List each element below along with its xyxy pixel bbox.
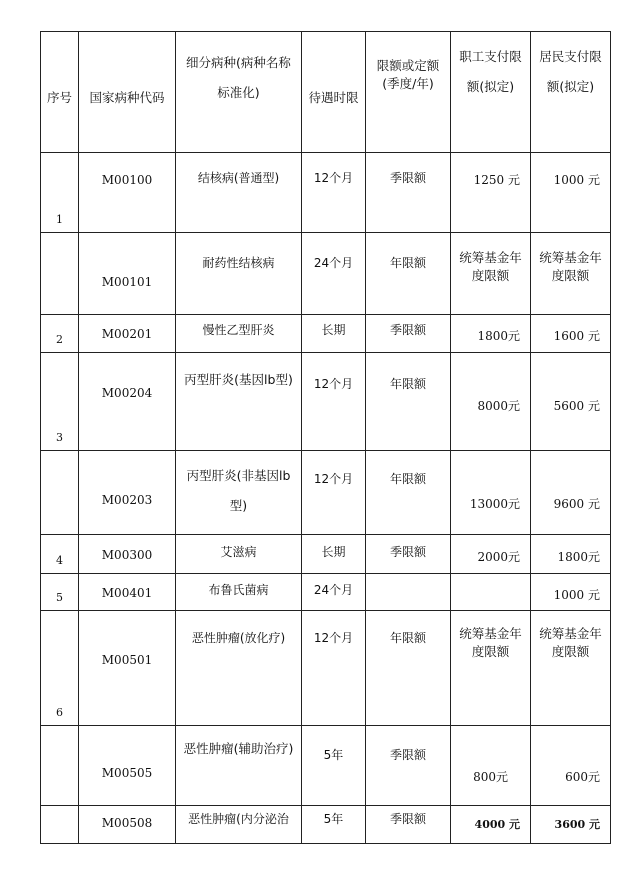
header-code bbox=[79, 32, 176, 153]
disease-value: 艾滋病 bbox=[220, 545, 257, 559]
header-worker bbox=[451, 32, 531, 153]
period-value: 24个月 bbox=[313, 256, 354, 270]
code-value: M00203 bbox=[101, 493, 153, 507]
code-cell bbox=[79, 574, 176, 611]
disease-value: 布鲁氏菌病 bbox=[208, 583, 269, 597]
code-value: M00300 bbox=[101, 548, 153, 562]
period-cell bbox=[302, 153, 366, 233]
disease-cell bbox=[176, 806, 302, 844]
disease-cell bbox=[176, 315, 302, 353]
worker-value: 统筹基金年度限额 bbox=[459, 250, 522, 283]
code-cell bbox=[79, 611, 176, 726]
resident-value: 1600 元 bbox=[553, 329, 600, 343]
resident-value: 统筹基金年度限额 bbox=[539, 250, 602, 283]
code-cell bbox=[79, 535, 176, 574]
limit-type-cell bbox=[366, 315, 451, 353]
period-cell bbox=[302, 535, 366, 574]
seq-value: 4 bbox=[56, 554, 63, 567]
code-value: M00501 bbox=[101, 653, 153, 667]
disease-cell bbox=[176, 153, 302, 233]
disease-value: 耐药性结核病 bbox=[202, 256, 275, 270]
code-value: M00101 bbox=[101, 275, 153, 289]
table-row bbox=[41, 611, 611, 726]
worker-cell bbox=[451, 353, 531, 451]
worker-cell bbox=[451, 315, 531, 353]
code-cell bbox=[79, 806, 176, 844]
worker-cell bbox=[451, 535, 531, 574]
table-row bbox=[41, 153, 611, 233]
code-value: M00201 bbox=[101, 327, 153, 341]
period-value: 长期 bbox=[321, 545, 346, 559]
limit-type-value: 年限额 bbox=[389, 377, 426, 391]
seq-cell bbox=[41, 611, 79, 726]
resident-cell bbox=[531, 315, 611, 353]
resident-cell bbox=[531, 451, 611, 535]
period-value: 12个月 bbox=[313, 171, 354, 185]
worker-value: 13000元 bbox=[469, 497, 520, 511]
header-seq bbox=[41, 32, 79, 153]
code-value: M00508 bbox=[101, 816, 153, 830]
worker-cell bbox=[451, 451, 531, 535]
resident-value: 1800元 bbox=[557, 550, 600, 564]
period-cell bbox=[302, 315, 366, 353]
limit-type-value: 年限额 bbox=[389, 631, 426, 645]
table-row bbox=[41, 535, 611, 574]
seq-cell bbox=[41, 233, 79, 315]
limit-type-value: 季限额 bbox=[389, 545, 426, 559]
seq-value: 1 bbox=[56, 213, 63, 226]
table-row bbox=[41, 315, 611, 353]
resident-value: 5600 元 bbox=[553, 399, 600, 413]
header-disease bbox=[176, 32, 302, 153]
resident-cell bbox=[531, 611, 611, 726]
disease-value: 恶性肿瘤(辅助治疗) bbox=[183, 741, 294, 756]
disease-value: 恶性肿瘤(放化疗) bbox=[191, 631, 286, 645]
disease-value: 丙型肝炎(非基因lb型) bbox=[186, 468, 291, 513]
worker-cell bbox=[451, 574, 531, 611]
worker-cell bbox=[451, 806, 531, 844]
resident-cell bbox=[531, 233, 611, 315]
period-value: 长期 bbox=[321, 323, 346, 337]
worker-value: 统筹基金年度限额 bbox=[459, 626, 522, 659]
seq-cell bbox=[41, 451, 79, 535]
seq-cell bbox=[41, 726, 79, 806]
seq-cell bbox=[41, 315, 79, 353]
limit-type-cell bbox=[366, 535, 451, 574]
period-cell bbox=[302, 611, 366, 726]
resident-cell bbox=[531, 574, 611, 611]
limit-type-cell bbox=[366, 233, 451, 315]
resident-cell bbox=[531, 353, 611, 451]
disease-value: 结核病(普通型) bbox=[197, 171, 280, 185]
period-value: 24个月 bbox=[313, 583, 354, 597]
period-cell bbox=[302, 451, 366, 535]
resident-cell bbox=[531, 153, 611, 233]
limit-type-value: 年限额 bbox=[389, 256, 426, 270]
worker-value: 4000 元 bbox=[474, 818, 520, 831]
code-value: M00401 bbox=[101, 586, 153, 600]
resident-cell bbox=[531, 535, 611, 574]
code-value: M00204 bbox=[101, 386, 153, 400]
header-limit-type-label: 限额或定额(季度/年) bbox=[376, 58, 440, 91]
seq-value: 2 bbox=[56, 333, 63, 346]
limit-type-cell bbox=[366, 806, 451, 844]
seq-value: 6 bbox=[56, 706, 63, 719]
resident-value: 1000 元 bbox=[553, 588, 600, 602]
limit-type-value: 季限额 bbox=[389, 748, 426, 762]
limit-type-cell bbox=[366, 611, 451, 726]
disease-cell bbox=[176, 353, 302, 451]
period-value: 12个月 bbox=[313, 377, 354, 391]
limit-type-value: 季限额 bbox=[389, 171, 426, 185]
disease-value: 慢性乙型肝炎 bbox=[202, 323, 275, 337]
limit-type-cell bbox=[366, 451, 451, 535]
period-cell bbox=[302, 574, 366, 611]
resident-value: 统筹基金年度限额 bbox=[539, 626, 602, 659]
header-row bbox=[41, 32, 611, 153]
resident-value: 3600 元 bbox=[554, 818, 600, 831]
code-cell bbox=[79, 451, 176, 535]
header-code-label: 国家病种代码 bbox=[89, 90, 165, 105]
code-cell bbox=[79, 153, 176, 233]
disease-cell bbox=[176, 574, 302, 611]
limit-type-value: 年限额 bbox=[389, 472, 426, 486]
code-value: M00100 bbox=[101, 173, 153, 187]
table-row bbox=[41, 233, 611, 315]
worker-value: 2000元 bbox=[477, 550, 520, 564]
resident-cell bbox=[531, 726, 611, 806]
code-cell bbox=[79, 353, 176, 451]
worker-value: 800元 bbox=[473, 770, 508, 784]
header-worker-label: 职工支付限额(拟定) bbox=[459, 49, 522, 94]
seq-cell bbox=[41, 806, 79, 844]
disease-cell bbox=[176, 451, 302, 535]
header-resident bbox=[531, 32, 611, 153]
code-cell bbox=[79, 315, 176, 353]
seq-cell bbox=[41, 535, 79, 574]
header-period bbox=[302, 32, 366, 153]
resident-value: 600元 bbox=[565, 770, 600, 784]
disease-cell bbox=[176, 611, 302, 726]
code-value: M00505 bbox=[101, 766, 153, 780]
code-cell bbox=[79, 233, 176, 315]
resident-cell bbox=[531, 806, 611, 844]
period-value: 12个月 bbox=[313, 631, 354, 645]
header-limit-type bbox=[366, 32, 451, 153]
header-resident-label: 居民支付限额(拟定) bbox=[539, 49, 602, 94]
header-disease-label: 细分病种(病种名称标准化) bbox=[186, 55, 291, 100]
limit-type-value: 季限额 bbox=[389, 323, 426, 337]
resident-value: 9600 元 bbox=[553, 497, 600, 511]
disease-cell bbox=[176, 726, 302, 806]
seq-value: 3 bbox=[56, 431, 63, 444]
resident-value: 1000 元 bbox=[553, 173, 600, 187]
worker-cell bbox=[451, 611, 531, 726]
disease-limit-table bbox=[40, 31, 611, 844]
seq-cell bbox=[41, 574, 79, 611]
disease-cell bbox=[176, 535, 302, 574]
disease-value: 丙型肝炎(基因lb型) bbox=[184, 372, 293, 387]
period-cell bbox=[302, 233, 366, 315]
disease-cell bbox=[176, 233, 302, 315]
seq-cell bbox=[41, 153, 79, 233]
worker-value: 1250 元 bbox=[473, 173, 520, 187]
period-value: 12个月 bbox=[313, 472, 354, 486]
seq-value: 5 bbox=[56, 591, 63, 604]
table-row bbox=[41, 451, 611, 535]
header-seq-label: 序号 bbox=[46, 90, 72, 105]
period-value: 5年 bbox=[323, 812, 344, 826]
worker-cell bbox=[451, 233, 531, 315]
worker-value: 8000元 bbox=[477, 399, 520, 413]
limit-type-cell bbox=[366, 153, 451, 233]
period-cell bbox=[302, 726, 366, 806]
period-cell bbox=[302, 353, 366, 451]
limit-type-cell bbox=[366, 353, 451, 451]
disease-value: 恶性肿瘤(内分泌治 bbox=[188, 812, 289, 826]
limit-type-cell bbox=[366, 726, 451, 806]
seq-cell bbox=[41, 353, 79, 451]
limit-type-value: 季限额 bbox=[389, 812, 426, 826]
code-cell bbox=[79, 726, 176, 806]
table-row bbox=[41, 726, 611, 806]
header-period-label: 待遇时限 bbox=[308, 90, 359, 105]
worker-cell bbox=[451, 726, 531, 806]
period-cell bbox=[302, 806, 366, 844]
table-row bbox=[41, 353, 611, 451]
worker-cell bbox=[451, 153, 531, 233]
period-value: 5年 bbox=[323, 748, 344, 762]
table-row bbox=[41, 574, 611, 611]
worker-value: 1800元 bbox=[477, 329, 520, 343]
table-row bbox=[41, 806, 611, 844]
limit-type-cell bbox=[366, 574, 451, 611]
